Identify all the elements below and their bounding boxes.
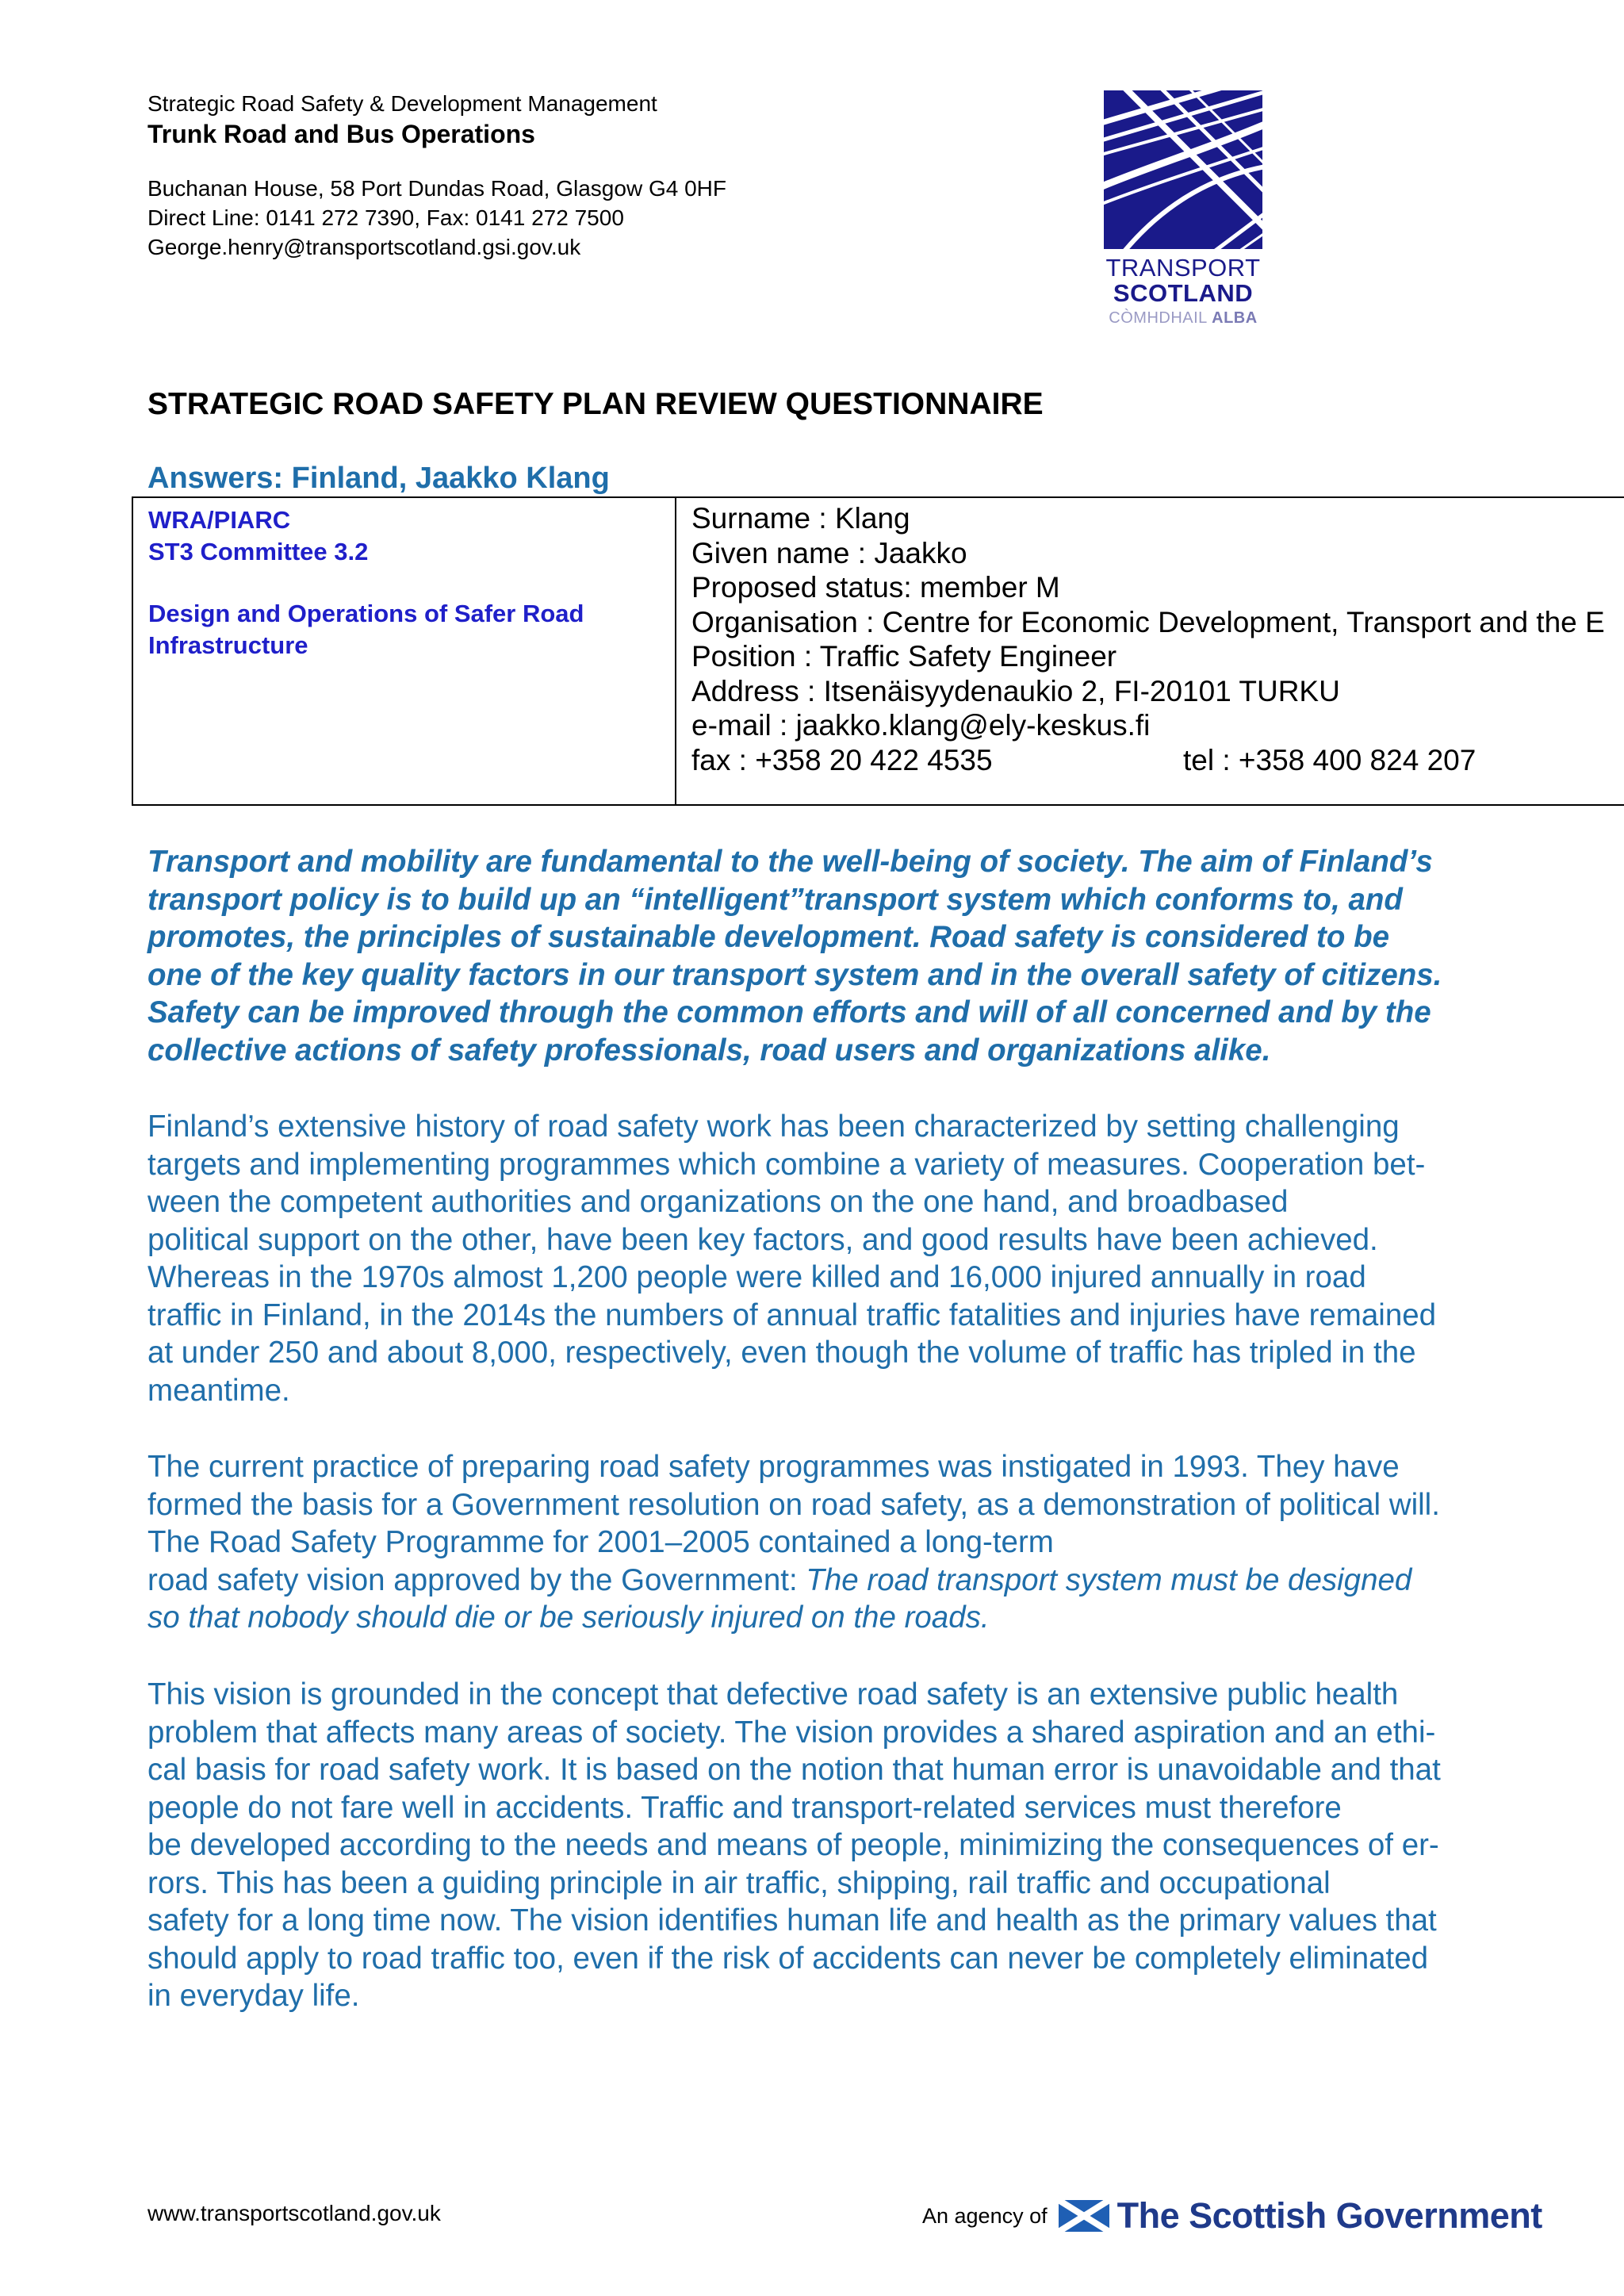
fax-tel-row bbox=[691, 743, 1624, 778]
agency-label: An agency of bbox=[922, 2203, 1048, 2228]
paragraph-line: formed the basis for a Government resolution on road safety, as a demonstration of political will. bbox=[147, 1487, 1440, 1522]
phone-fax: Direct Line: 0141 272 7390, Fax: 0141 272 7500 bbox=[147, 205, 624, 230]
organization-label: WRA/PIARC bbox=[148, 506, 291, 534]
paragraph-line: Transport and mobility are fundamental to the well-being of society. The aim of Finland’s bbox=[147, 845, 1433, 879]
paragraph-line: at under 250 and about 8,000, respectively, even though the volume of traffic has tripled in the bbox=[147, 1336, 1416, 1370]
contact-info-table bbox=[132, 496, 1624, 806]
paragraph-line: be developed according to the needs and means of people, minimizing the consequences of er- bbox=[147, 1828, 1439, 1862]
paragraph-line: This vision is grounded in the concept that defective road safety is an extensive public health bbox=[147, 1677, 1399, 1711]
tel-field: tel : +358 400 824 207 bbox=[1183, 743, 1477, 776]
paragraph-line: promotes, the principles of sustainable development. Road safety is considered to be bbox=[147, 920, 1390, 954]
email-field: e-mail : jaakko.klang@ely-keskus.fi bbox=[691, 709, 1151, 742]
logo-text-alba: ALBA bbox=[1212, 309, 1258, 327]
paragraph-line bbox=[147, 1599, 1559, 1637]
paragraph-line: meantime. bbox=[147, 1373, 290, 1408]
member-details-cell bbox=[691, 501, 1624, 777]
paragraph-line: problem that affects many areas of society. The vision provides a shared aspiration and an ethi- bbox=[147, 1715, 1436, 1750]
paragraph-line: Whereas in the 1970s almost 1,200 people were killed and 16,000 injured annually in road bbox=[147, 1260, 1366, 1294]
logo-text-gaelic bbox=[1104, 308, 1262, 328]
scottish-government-branding bbox=[922, 2192, 1542, 2240]
paragraph-line: targets and implementing programmes which combine a variety of measures. Cooperation bet- bbox=[147, 1147, 1426, 1182]
logo-text-transport: TRANSPORT bbox=[1105, 254, 1261, 282]
committee-cell bbox=[148, 504, 664, 661]
paragraph-line: ween the competent authorities and organizations on the one hand, and broadbased bbox=[147, 1185, 1289, 1219]
paragraph-line: rors. This has been a guiding principle in air traffic, shipping, rail traffic and occupational bbox=[147, 1865, 1331, 1900]
paragraph-line: cal basis for road safety work. It is based on the notion that human error is unavoidable and that bbox=[147, 1753, 1441, 1787]
paragraph-line: one of the key quality factors in our transport system and in the overall safety of citizens. bbox=[147, 957, 1442, 992]
vision-quote-text: so that nobody should die or be seriously injured on the roads. bbox=[147, 1600, 990, 1635]
unit-name: Trunk Road and Bus Operations bbox=[147, 120, 535, 148]
transport-scotland-logo bbox=[1104, 90, 1262, 328]
committee-label: ST3 Committee 3.2 bbox=[148, 538, 369, 565]
logo-text-scotland: SCOTLAND bbox=[1113, 279, 1254, 307]
vision-intro-text: road safety vision approved by the Government: bbox=[147, 1562, 806, 1597]
paragraph-line: political support on the other, have been key factors, and good results have been achieved. bbox=[147, 1222, 1378, 1257]
letterhead bbox=[147, 89, 1020, 262]
footer-website-link[interactable]: www.transportscotland.gov.uk bbox=[147, 2201, 441, 2225]
answers-heading: Answers: Finland, Jaakko Klang bbox=[147, 462, 610, 495]
saltire-icon bbox=[1059, 2200, 1109, 2232]
organisation-field: Organisation : Centre for Economic Development, Transport and the E bbox=[691, 605, 1605, 638]
given-name-field: Given name : Jaakko bbox=[691, 536, 967, 569]
committee-topic-line-1: Design and Operations of Safer Road bbox=[148, 600, 584, 627]
surname-field: Surname : Klang bbox=[691, 502, 910, 535]
paragraph-line: The Road Safety Programme for 2001–2005 contained a long-term bbox=[147, 1525, 1054, 1559]
address-field: Address : Itsenäisyydenaukio 2, FI-20101 TURKU bbox=[691, 674, 1340, 707]
paragraph-line: The current practice of preparing road safety programmes was instigated in 1993. They have bbox=[147, 1450, 1400, 1484]
position-field: Position : Traffic Safety Engineer bbox=[691, 640, 1117, 673]
paragraph-line: should apply to road traffic too, even if the risk of accidents can never be completely eliminated bbox=[147, 1941, 1429, 1976]
paragraph-line bbox=[147, 1562, 1559, 1600]
paragraph-line: people do not fare well in accidents. Traffic and transport-related services must therefore bbox=[147, 1790, 1342, 1825]
committee-topic-line-2: Infrastructure bbox=[148, 631, 308, 659]
department-name: Strategic Road Safety & Development Management bbox=[147, 91, 657, 116]
vision-paragraph bbox=[147, 1676, 1559, 2015]
programme-paragraph bbox=[147, 1448, 1559, 1637]
intro-paragraph bbox=[147, 843, 1559, 1069]
document-title: STRATEGIC ROAD SAFETY PLAN REVIEW QUESTIONNAIRE bbox=[147, 387, 1044, 421]
vision-quote-text: The road transport system must be designed bbox=[806, 1562, 1412, 1597]
postal-address: Buchanan House, 58 Port Dundas Road, Glasgow G4 0HF bbox=[147, 176, 726, 201]
paragraph-line: transport policy is to build up an “intelligent”transport system which conforms to, and bbox=[147, 882, 1403, 917]
logo-text-comhdhail: CÒMHDHAIL bbox=[1109, 309, 1208, 327]
paragraph-line: in everyday life. bbox=[147, 1979, 360, 2013]
paragraph-line: collective actions of safety professionals, road users and organizations alike. bbox=[147, 1033, 1271, 1068]
paragraph-line: Safety can be improved through the common efforts and will of all concerned and by the bbox=[147, 995, 1431, 1029]
status-field: Proposed status: member M bbox=[691, 571, 1060, 604]
paragraph-line: Finland’s extensive history of road safety work has been characterized by setting challenging bbox=[147, 1110, 1400, 1144]
table-divider bbox=[675, 498, 676, 804]
paragraph-line: safety for a long time now. The vision identifies human life and health as the primary values that bbox=[147, 1903, 1437, 1938]
paragraph-line: traffic in Finland, in the 2014s the numbers of annual traffic fatalities and injuries have remained bbox=[147, 1297, 1437, 1332]
scottish-government-wordmark: The Scottish Government bbox=[1116, 2195, 1542, 2236]
road-junction-icon bbox=[1104, 90, 1262, 249]
fax-field: fax : +358 20 422 4535 bbox=[691, 743, 993, 776]
history-paragraph bbox=[147, 1108, 1559, 1409]
contact-email: George.henry@transportscotland.gsi.gov.uk bbox=[147, 235, 581, 259]
